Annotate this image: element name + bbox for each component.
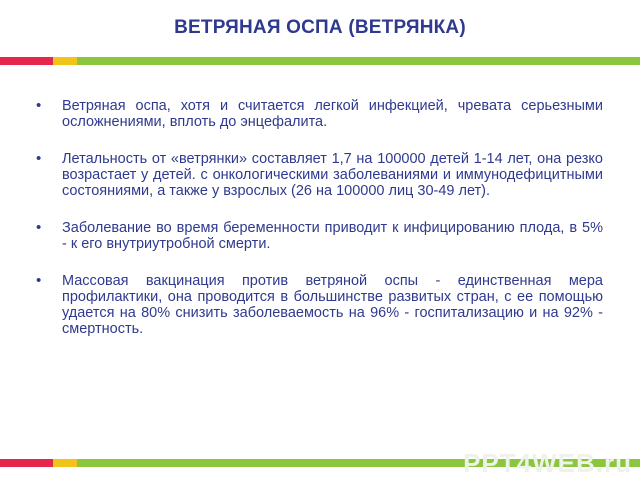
stripe-green-segment [77, 57, 640, 65]
watermark-logo: PPT4WEB.ru [463, 448, 632, 478]
bullet-text: Массовая вакцинация против ветряной оспы - единственная мера профилактики, она проводится в большинстве развитых стран, с ее помощью удается на 80% снизить заболеваемость на 96% - госпитализацию и на 92% - смертность. [62, 273, 603, 337]
bullet-marker: • [36, 219, 42, 236]
slide-title: ВЕТРЯНАЯ ОСПА (ВЕТРЯНКА) [174, 17, 466, 38]
bullet-text: Летальность от «ветрянки» составляет 1,7 на 100000 детей 1-14 лет, она резко возрастает у детей. с онкологическими заболеваниями и иммунодефицитными состояниями, а также у взрослых (26 на 100000 лиц 30-49 лет). [62, 151, 603, 199]
stripe-red-segment [0, 459, 53, 467]
list-item [36, 151, 603, 199]
stripe-red-segment [0, 57, 53, 65]
stripe-yellow-segment [53, 459, 77, 467]
bullet-marker: • [36, 150, 42, 167]
bullet-marker: • [36, 272, 42, 289]
stripe-yellow-segment [53, 57, 77, 65]
list-item [36, 98, 603, 130]
list-item [36, 220, 603, 252]
bullet-marker: • [36, 97, 42, 114]
top-color-stripe [0, 57, 640, 65]
bullet-text: Заболевание во время беременности приводит к инфицированию плода, в 5% - к его внутриутробной смерти. [62, 220, 603, 252]
bullet-list [36, 98, 603, 358]
list-item [36, 273, 603, 337]
bullet-text: Ветряная оспа, хотя и считается легкой инфекцией, чревата серьезными осложнениями, вплоть до энцефалита. [62, 98, 603, 130]
